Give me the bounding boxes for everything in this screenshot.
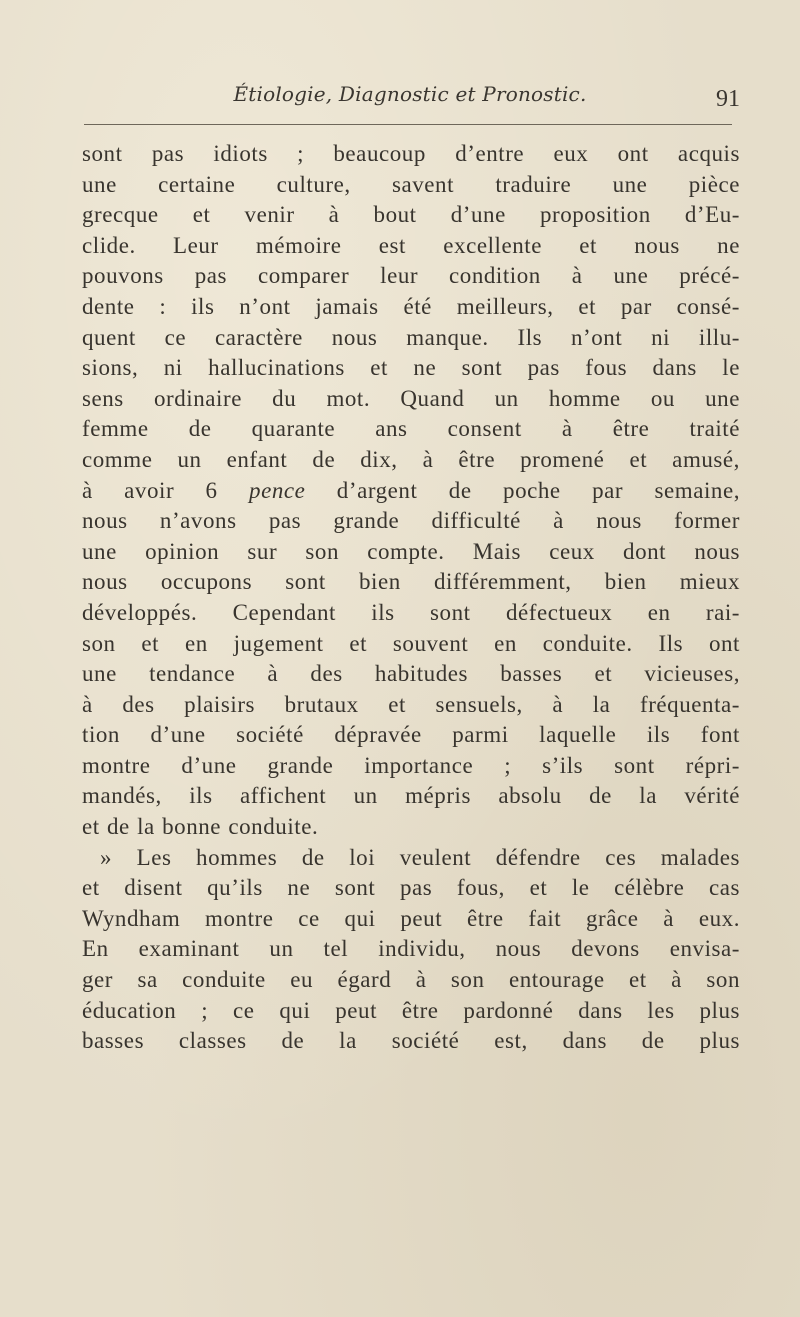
- text-line-22: mandés, ils affichent un mépris absolu de la vérité: [82, 783, 740, 809]
- text-line-24: » Les hommes de loi veulent défendre ces malades: [100, 844, 740, 870]
- text-line-20: tion d’une société dépravée parmi laquelle ils font: [82, 722, 740, 748]
- italic-word: pence: [249, 477, 306, 503]
- text-line-28: ger sa conduite eu égard à son entourage et à son: [82, 967, 740, 993]
- text-line-2: une certaine culture, savent traduire une pièce: [82, 171, 740, 197]
- header-rule: [84, 124, 732, 125]
- text-line-7: quent ce caractère nous manque. Ils n’ont ni illu-: [82, 324, 740, 350]
- text-line-10: femme de quarante ans consent à être traité: [82, 416, 740, 442]
- text-line-30: basses classes de la société est, dans de plus: [82, 1028, 740, 1054]
- text-line-26: Wyndham montre ce qui peut être fait grâce à eux.: [82, 905, 740, 931]
- text-line-5: pouvons pas comparer leur condition à une précé-: [82, 263, 740, 289]
- text-line-23: et de la bonne conduite.: [82, 814, 319, 840]
- running-head: [80, 82, 740, 122]
- text-line-9: sens ordinaire du mot. Quand un homme ou une: [82, 385, 740, 411]
- text-line-1: sont pas idiots ; beaucoup d’entre eux ont acquis: [82, 141, 740, 166]
- text-line-14: une opinion sur son compte. Mais ceux dont nous: [82, 538, 740, 564]
- text-line-12: [82, 476, 740, 507]
- text-line-8: sions, ni hallucinations et ne sont pas fous dans le: [82, 355, 740, 381]
- body-text: [82, 139, 740, 1057]
- text-line-3: grecque et venir à bout d’une proposition d’Eu-: [82, 202, 740, 228]
- text-line-13: nous n’avons pas grande difficulté à nous former: [82, 508, 740, 534]
- line-12-start: à avoir 6: [82, 477, 250, 503]
- text-line-29: éducation ; ce qui peut être pardonné dans les plus: [82, 997, 740, 1023]
- text-line-4: clide. Leur mémoire est excellente et nous ne: [82, 232, 740, 258]
- running-title: Étiologie, Diagnostic et Pronostic.: [233, 82, 587, 106]
- line-12-end: d’argent de poche par semaine,: [305, 477, 741, 503]
- text-line-27: En examinant un tel individu, nous devons envisa-: [82, 936, 740, 962]
- text-line-19: à des plaisirs brutaux et sensuels, à la fréquenta-: [82, 691, 740, 717]
- text-line-18: une tendance à des habitudes basses et vicieuses,: [82, 661, 740, 687]
- text-line-16: développés. Cependant ils sont défectueux en rai-: [82, 599, 740, 625]
- text-line-17: son et en jugement et souvent en conduite. Ils ont: [82, 630, 740, 656]
- text-line-25: et disent qu’ils ne sont pas fous, et le célèbre cas: [82, 875, 740, 901]
- text-line-15: nous occupons sont bien différemment, bien mieux: [82, 569, 740, 595]
- text-line-11: comme un enfant de dix, à être promené et amusé,: [82, 446, 740, 472]
- text-line-6: dente : ils n’ont jamais été meilleurs, et par consé-: [82, 293, 740, 319]
- page-number: 91: [716, 86, 740, 112]
- text-line-21: montre d’une grande importance ; s’ils sont répri-: [82, 752, 740, 778]
